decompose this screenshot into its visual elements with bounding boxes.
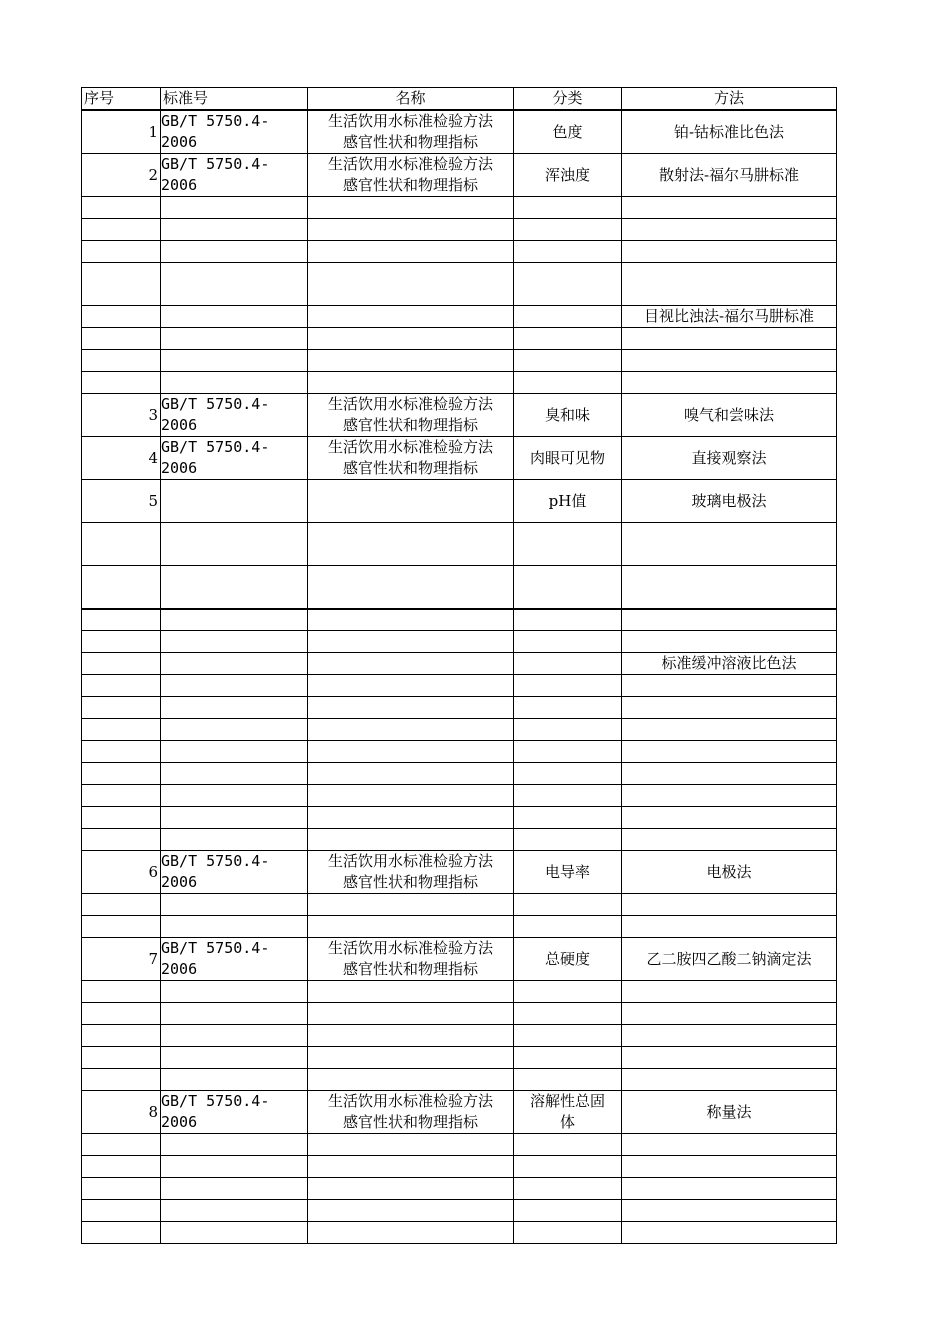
method-cell: 标准缓冲溶液比色法 <box>622 653 837 675</box>
standard-cell: GB/T 5750.4- 2006 <box>161 110 308 154</box>
table-row <box>82 1003 837 1025</box>
table-row <box>82 1069 837 1091</box>
category-cell: 臭和味 <box>514 394 622 437</box>
table-row <box>82 763 837 785</box>
table-row <box>82 394 837 437</box>
table-row <box>82 851 837 894</box>
table-row <box>82 566 837 609</box>
table-row <box>82 437 837 480</box>
name-cell: 生活饮用水标准检验方法 感官性状和物理指标 <box>308 938 514 981</box>
table-row <box>82 1134 837 1156</box>
table-row <box>82 1178 837 1200</box>
name-cell: 生活饮用水标准检验方法 感官性状和物理指标 <box>308 437 514 480</box>
header-standard: 标准号 <box>161 88 308 111</box>
table-row <box>82 807 837 829</box>
table-row <box>82 1047 837 1069</box>
header-method: 方法 <box>622 88 837 111</box>
table-row <box>82 675 837 697</box>
table-row <box>82 1091 837 1134</box>
seq-cell: 2 <box>82 154 161 197</box>
table-row <box>82 631 837 653</box>
table-row <box>82 263 837 306</box>
table-row <box>82 653 837 675</box>
name-cell: 生活饮用水标准检验方法 感官性状和物理指标 <box>308 394 514 437</box>
method-cell: 玻璃电极法 <box>622 480 837 523</box>
category-cell: 浑浊度 <box>514 154 622 197</box>
seq-cell: 1 <box>82 110 161 154</box>
seq-cell: 8 <box>82 1091 161 1134</box>
table-row <box>82 241 837 263</box>
table-row <box>82 1025 837 1047</box>
table-row <box>82 480 837 523</box>
table-row <box>82 197 837 219</box>
standards-table <box>81 87 837 1244</box>
header-name: 名称 <box>308 88 514 111</box>
standard-cell: GB/T 5750.4- 2006 <box>161 851 308 894</box>
header-seq: 序号 <box>82 88 161 111</box>
name-cell: 生活饮用水标准检验方法 感官性状和物理指标 <box>308 851 514 894</box>
seq-cell: 5 <box>82 480 161 523</box>
category-cell: 电导率 <box>514 851 622 894</box>
method-cell: 电极法 <box>622 851 837 894</box>
method-cell: 散射法-福尔马肼标准 <box>622 154 837 197</box>
table-row <box>82 981 837 1003</box>
table-row <box>82 894 837 916</box>
standard-cell: GB/T 5750.4- 2006 <box>161 394 308 437</box>
seq-cell: 6 <box>82 851 161 894</box>
table-row <box>82 1200 837 1222</box>
table-row <box>82 785 837 807</box>
table-row <box>82 938 837 981</box>
category-cell: 色度 <box>514 110 622 154</box>
table-row <box>82 523 837 566</box>
name-cell: 生活饮用水标准检验方法 感官性状和物理指标 <box>308 1091 514 1134</box>
method-cell: 直接观察法 <box>622 437 837 480</box>
category-cell: pH值 <box>514 480 622 523</box>
method-cell: 称量法 <box>622 1091 837 1134</box>
table-row <box>82 219 837 241</box>
table-row <box>82 1222 837 1244</box>
method-cell: 目视比浊法-福尔马肼标准 <box>622 306 837 328</box>
seq-cell: 3 <box>82 394 161 437</box>
name-cell: 生活饮用水标准检验方法 感官性状和物理指标 <box>308 110 514 154</box>
table-row <box>82 110 837 154</box>
table-row <box>82 350 837 372</box>
method-cell: 铂-钴标准比色法 <box>622 110 837 154</box>
category-cell: 肉眼可见物 <box>514 437 622 480</box>
category-cell: 总硬度 <box>514 938 622 981</box>
method-cell: 嗅气和尝味法 <box>622 394 837 437</box>
table-row <box>82 154 837 197</box>
table-row <box>82 697 837 719</box>
seq-cell: 7 <box>82 938 161 981</box>
table-row <box>82 741 837 763</box>
table-row <box>82 1156 837 1178</box>
header-row <box>82 88 837 111</box>
method-cell: 乙二胺四乙酸二钠滴定法 <box>622 938 837 981</box>
table-row <box>82 829 837 851</box>
table-row <box>82 372 837 394</box>
standard-cell: GB/T 5750.4- 2006 <box>161 154 308 197</box>
table-row <box>82 306 837 328</box>
standard-cell: GB/T 5750.4- 2006 <box>161 1091 308 1134</box>
standard-cell: GB/T 5750.4- 2006 <box>161 437 308 480</box>
seq-cell: 4 <box>82 437 161 480</box>
standard-cell: GB/T 5750.4- 2006 <box>161 938 308 981</box>
table-row <box>82 328 837 350</box>
table-row <box>82 609 837 631</box>
table-row <box>82 719 837 741</box>
category-cell: 溶解性总固 体 <box>514 1091 622 1134</box>
header-category: 分类 <box>514 88 622 111</box>
name-cell: 生活饮用水标准检验方法 感官性状和物理指标 <box>308 154 514 197</box>
table-row <box>82 916 837 938</box>
